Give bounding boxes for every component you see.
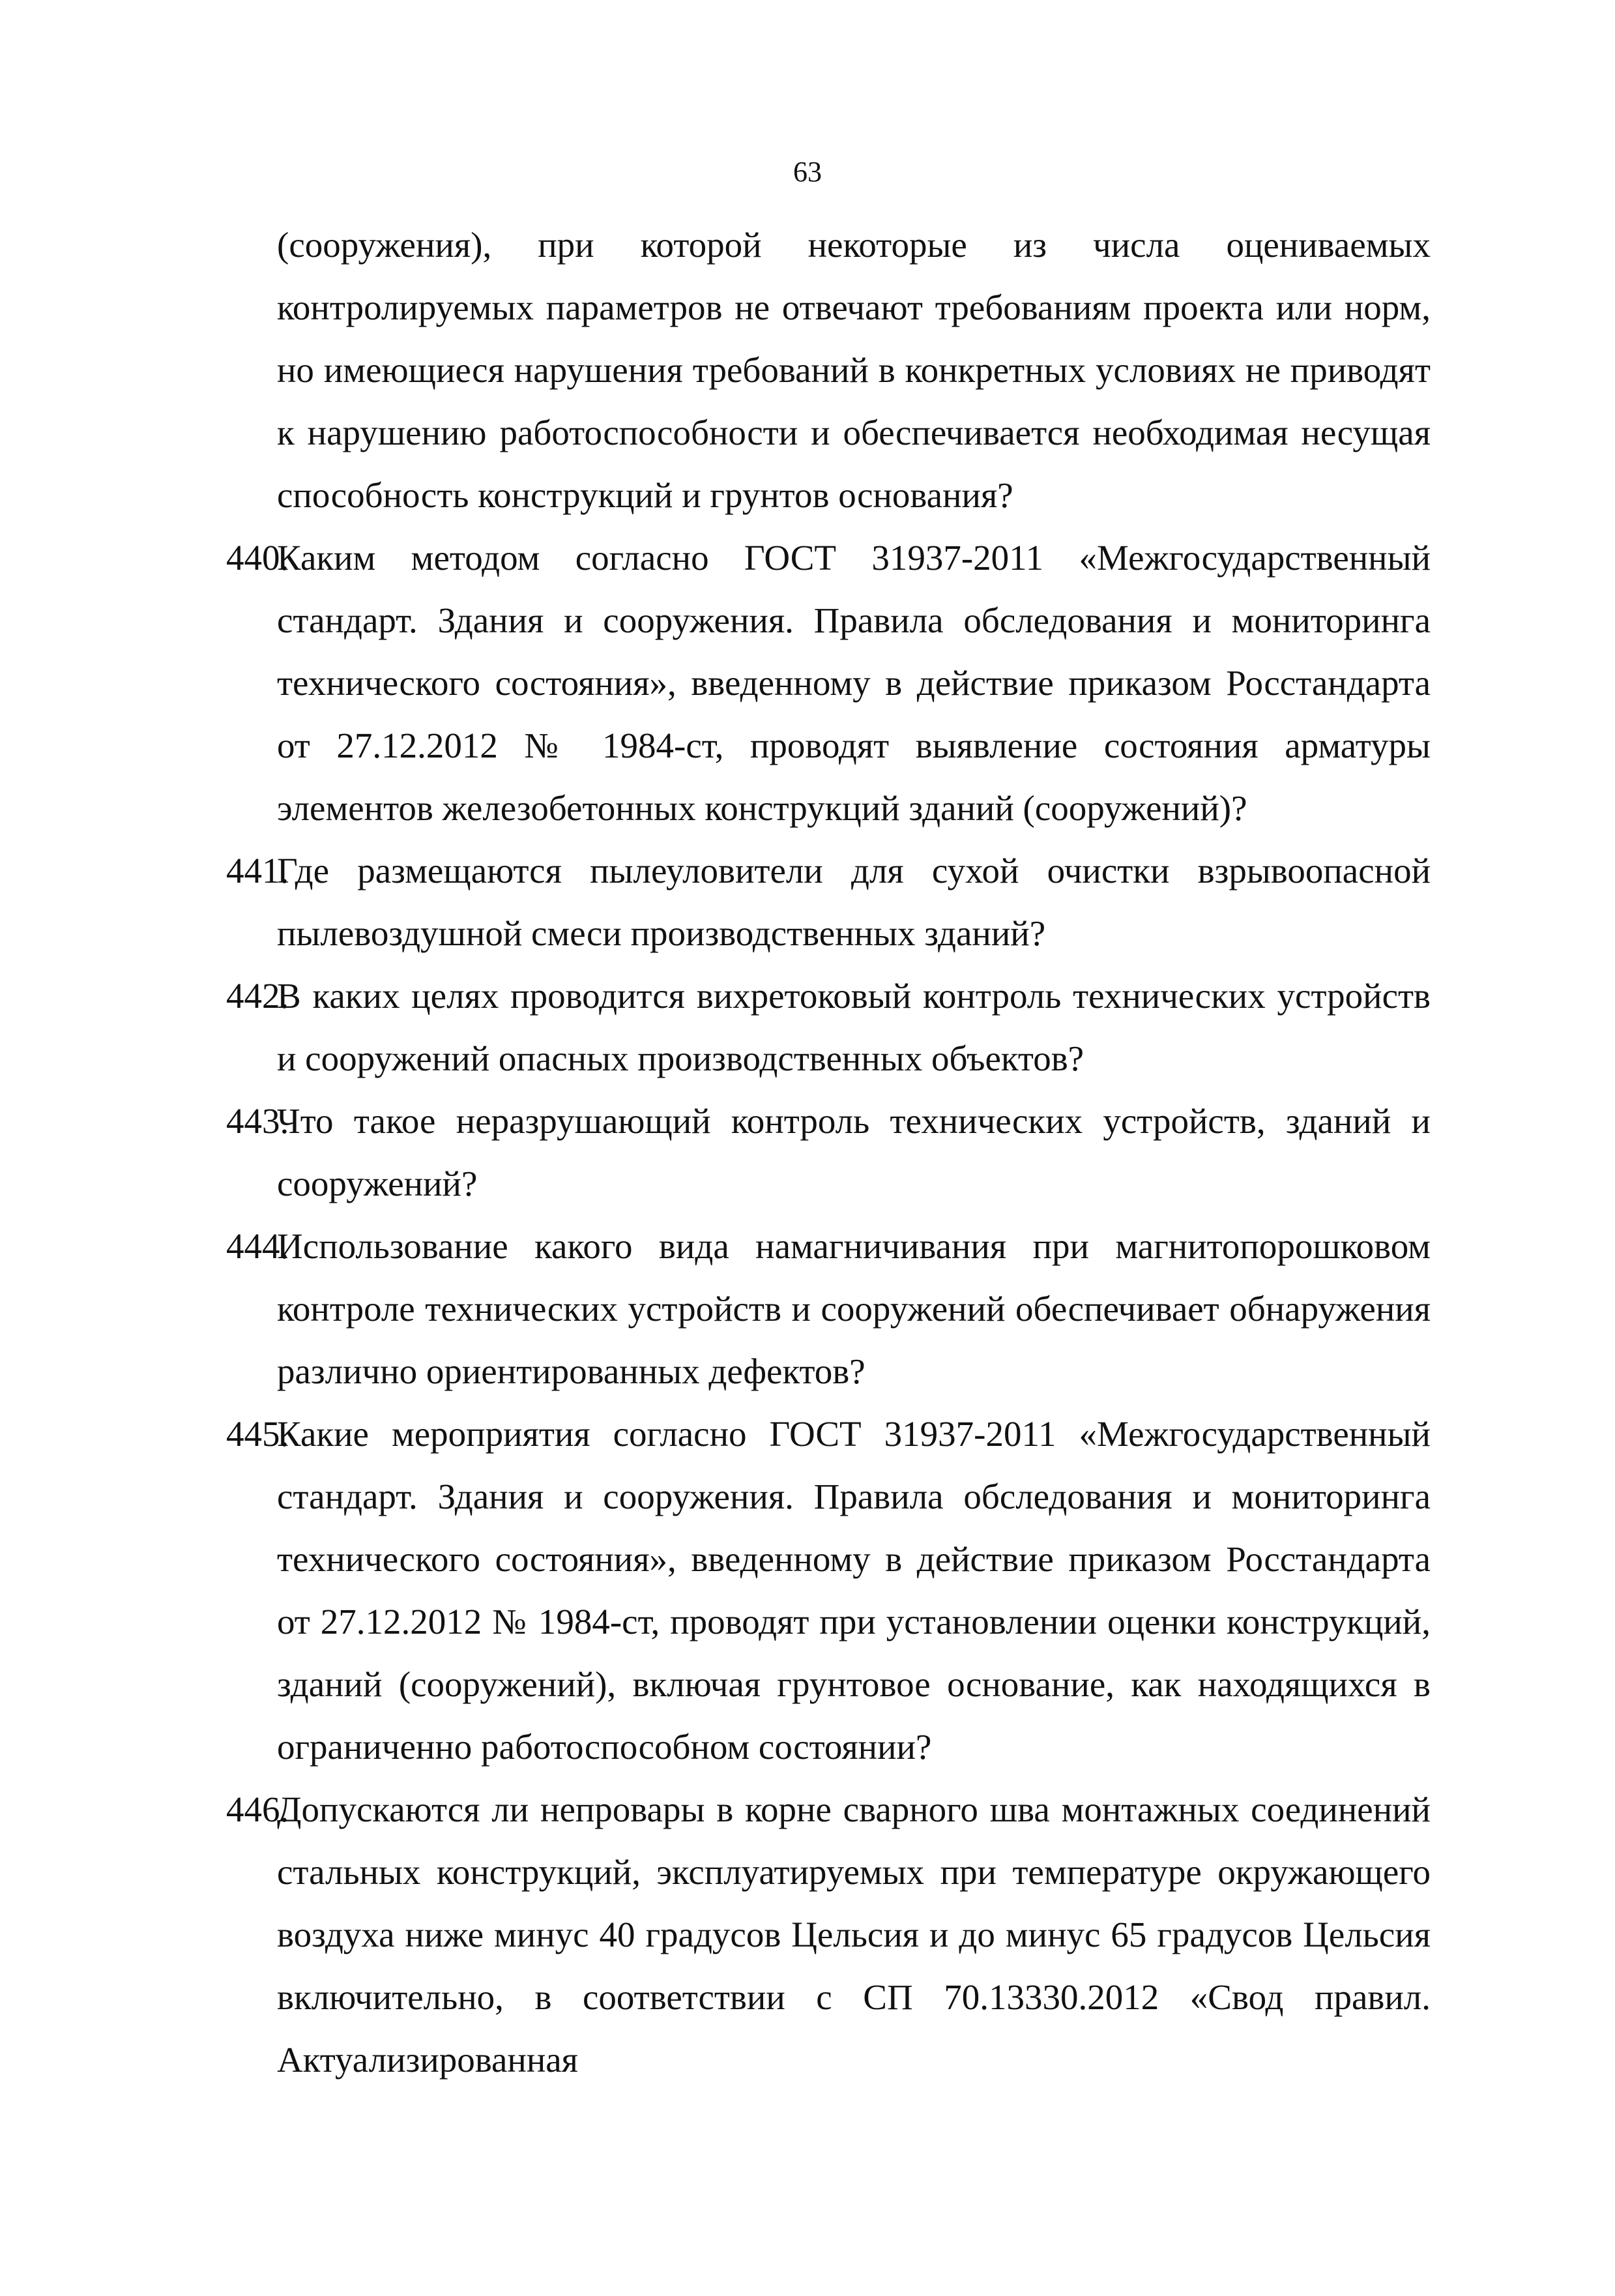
question-445 [226, 1403, 1431, 1778]
question-number: 441. [226, 851, 289, 890]
question-number: 442. [226, 976, 289, 1016]
question-440 [226, 527, 1431, 840]
question-444 [226, 1215, 1431, 1403]
question-text: Допускаются ли непровары в корне сварного шва монтажных соединений стальных конструкций, эксплуатируемых при температуре окружающего воздуха ниже минус 40 градусов Цельсия и до минус 65 градусов Цельсия включительно, в соответствии с СП 70.13330.2012 «Свод правил. Актуализированная [277, 1789, 1431, 2080]
question-text: В каких целях проводится вихретоковый контроль технических устройств и сооружений опасных производственных объектов? [277, 976, 1431, 1078]
question-443 [226, 1090, 1431, 1215]
question-442 [226, 965, 1431, 1090]
question-text: Что такое неразрушающий контроль технических устройств, зданий и сооружений? [277, 1101, 1431, 1203]
question-text: Где размещаются пылеуловители для сухой очистки взрывоопасной пылевоздушной смеси производственных зданий? [277, 851, 1431, 953]
document-body [226, 214, 1431, 2091]
question-446 [226, 1778, 1431, 2091]
question-number: 445. [226, 1414, 289, 1454]
question-number: 440. [226, 538, 289, 578]
question-number: 443. [226, 1101, 289, 1141]
question-number: 446. [226, 1789, 289, 1829]
intro-paragraph: (сооружения), при которой некоторые из числа оцениваемых контролируемых параметров не отвечают требованиям проекта или норм, но имеющиеся нарушения требований в конкретных условиях не приводят к нарушению работоспособности и обеспечивается необходимая несущая способность конструкций и грунтов основания? [277, 225, 1431, 515]
question-441 [226, 840, 1431, 965]
question-text: Каким методом согласно ГОСТ 31937-2011 «Межгосударственный стандарт. Здания и сооружения. Правила обследования и мониторинга технического состояния», введенному в действие приказом Росстандарта от 27.12.2012 № 1984-ст, проводят выявление состояния арматуры элементов железобетонных конструкций зданий (сооружений)? [277, 538, 1431, 828]
question-number: 444. [226, 1226, 289, 1266]
question-text: Какие мероприятия согласно ГОСТ 31937-2011 «Межгосударственный стандарт. Здания и сооружения. Правила обследования и мониторинга технического состояния», введенному в действие приказом Росстандарта от 27.12.2012 № 1984-ст, проводят при установлении оценки конструкций, зданий (сооружений), включая грунтовое основание, как находящихся в ограниченно работоспособном состоянии? [277, 1414, 1431, 1767]
page-number: 63 [793, 156, 822, 188]
question-text: Использование какого вида намагничивания при магнитопорошковом контроле технических устройств и сооружений обеспечивает обнаружения различно ориентированных дефектов? [277, 1226, 1431, 1391]
